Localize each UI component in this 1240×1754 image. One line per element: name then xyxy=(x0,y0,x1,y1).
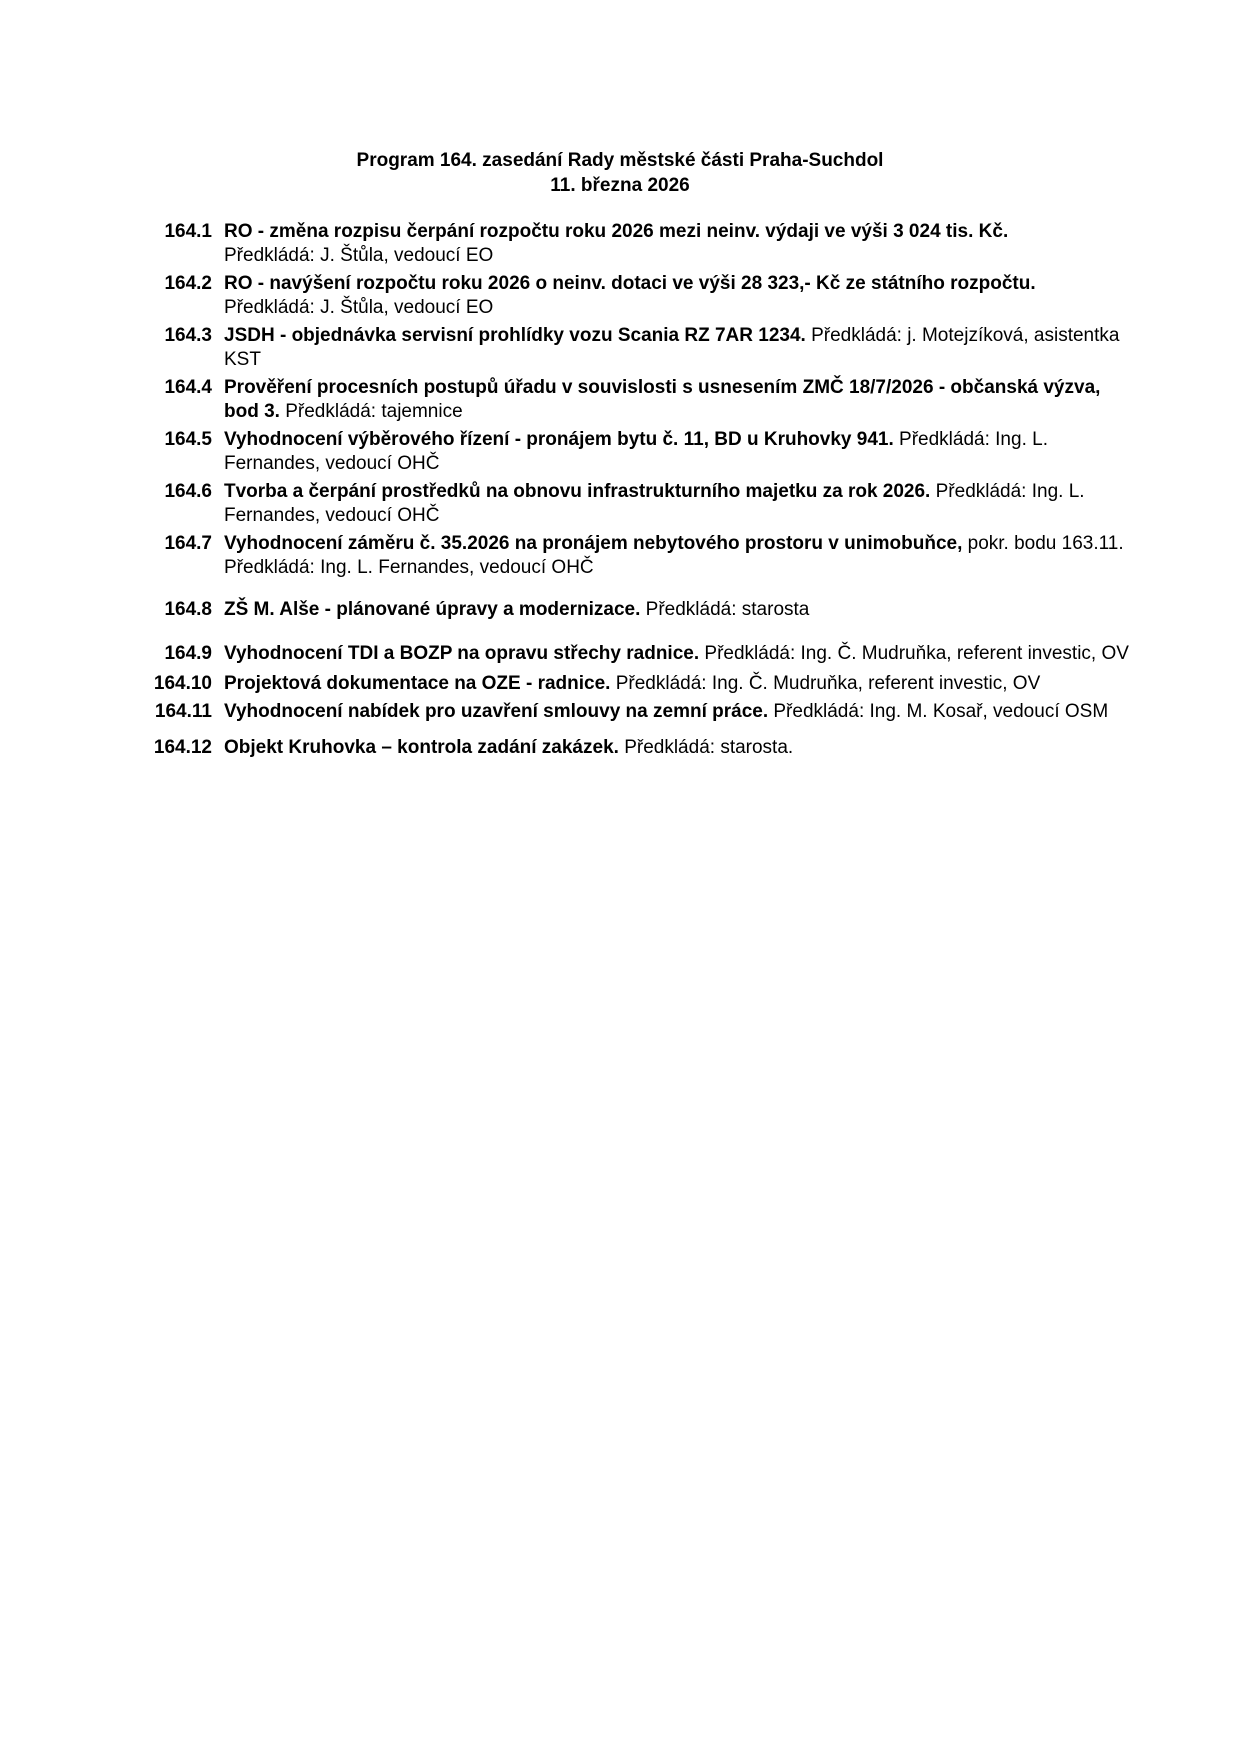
item-title-separator: . xyxy=(762,701,769,722)
item-number: 164.3 xyxy=(164,325,212,346)
item-presenter: Předkládá: Ing. Č. Mudruňka, referent investic, OV xyxy=(699,643,1129,664)
item-title: Vyhodnocení TDI a BOZP na opravu střechy radnice xyxy=(224,643,694,664)
item-title: RO - změna rozpisu čerpání rozpočtu roku 2026 mezi neinv. výdaji ve výši 3 024 tis. Kč xyxy=(224,221,1003,242)
item-title-separator: . xyxy=(635,599,641,620)
item-body xyxy=(224,700,1138,724)
item-body xyxy=(224,480,1138,528)
item-body xyxy=(224,598,1138,622)
item-title-separator: . xyxy=(693,643,700,664)
item-number: 164.5 xyxy=(164,429,212,450)
item-presenter: Předkládá: Ing. L. Fernandes, vedoucí OHČ xyxy=(224,429,1048,474)
agenda-item-164-1 xyxy=(148,220,1138,268)
item-presenter: Předkládá: Ing. L. Fernandes, vedoucí OHČ xyxy=(224,481,1085,526)
item-title: JSDH - objednávka servisní prohlídky vozu Scania RZ 7AR 1234 xyxy=(224,325,801,346)
item-title-separator: . xyxy=(1002,221,1009,242)
item-number: 164.8 xyxy=(164,599,212,620)
item-presenter: Předkládá: j. Motejzíková, asistentka KST xyxy=(224,325,1120,370)
agenda-item-164-9 xyxy=(148,642,1138,666)
item-title-separator: . xyxy=(274,401,280,422)
agenda-item-164-6 xyxy=(148,480,1138,528)
agenda-item-164-11 xyxy=(148,700,1138,724)
item-body xyxy=(224,642,1138,666)
agenda-item-164-12 xyxy=(148,736,1138,760)
item-title: Vyhodnocení nabídek pro uzavření smlouvy na zemní práce xyxy=(224,701,763,722)
agenda-item-164-8 xyxy=(148,598,1138,622)
item-number: 164.6 xyxy=(164,481,212,502)
agenda-item-164-5 xyxy=(148,428,1138,476)
item-body xyxy=(224,428,1138,476)
document-title: Program 164. zasedání Rady městské části Praha-Suchdol xyxy=(356,150,884,171)
item-number: 164.10 xyxy=(153,673,212,694)
item-presenter: Předkládá: starosta. xyxy=(618,737,794,758)
item-number: 164.4 xyxy=(164,377,212,398)
item-body xyxy=(224,672,1138,696)
meeting-date: 11. března 2026 xyxy=(550,175,690,196)
item-title: Vyhodnocení záměru č. 35.2026 na pronájem nebytového prostoru v unimobuňce, xyxy=(224,533,963,554)
item-presenter: Předkládá: Ing. Č. Mudruňka, referent investic, OV xyxy=(610,673,1041,694)
item-presenter: Předkládá: J. Štůla, vedoucí EO xyxy=(224,245,494,266)
item-title-separator: . xyxy=(605,673,611,694)
item-number: 164.12 xyxy=(153,737,212,758)
item-title-separator: . xyxy=(800,325,806,346)
item-number: 164.1 xyxy=(164,221,212,242)
item-number: 164.7 xyxy=(164,533,212,554)
item-number: 164.11 xyxy=(154,701,212,722)
item-body xyxy=(224,376,1138,424)
item-body xyxy=(224,532,1138,580)
agenda-item-164-7 xyxy=(148,532,1138,580)
agenda-item-164-10 xyxy=(148,672,1138,696)
item-title: Vyhodnocení výběrového řízení - pronájem bytu č. 11, BD u Kruhovky 941 xyxy=(224,429,889,450)
item-body xyxy=(224,324,1138,372)
item-title: RO - navýšení rozpočtu roku 2026 o neinv. dotaci ve výši 28 323,- Kč ze státního rozpočtu. xyxy=(224,273,1036,294)
item-body xyxy=(224,220,1138,268)
agenda-item-164-4 xyxy=(148,376,1138,424)
item-presenter: Předkládá: Ing. M. Kosař, vedoucí OSM xyxy=(768,701,1109,722)
item-number: 164.2 xyxy=(164,273,212,294)
agenda-list xyxy=(148,220,1138,760)
document-header xyxy=(0,148,1240,198)
item-title: Prověření procesních postupů úřadu v souvislosti s usnesením ZMČ 18/7/2026 - občanská výzva, bod 3 xyxy=(224,377,1101,422)
item-title: Tvorba a čerpání prostředků na obnovu infrastrukturního majetku za rok 2026. xyxy=(224,481,931,502)
item-body xyxy=(224,736,1138,760)
item-title: ZŠ M. Alše - plánované úpravy a modernizace xyxy=(224,599,636,620)
item-title-separator: . xyxy=(888,429,894,450)
item-number: 164.9 xyxy=(164,643,212,664)
item-presenter: pokr. bodu 163.11. Předkládá: Ing. L. Fernandes, vedoucí OHČ xyxy=(224,533,1124,578)
item-presenter: Předkládá: tajemnice xyxy=(279,401,463,422)
item-title: Objekt Kruhovka – kontrola zadání zakázek. xyxy=(224,737,619,758)
agenda-item-164-3 xyxy=(148,324,1138,372)
item-title: Projektová dokumentace na OZE - radnice xyxy=(224,673,606,694)
item-body xyxy=(224,272,1138,320)
agenda-item-164-2 xyxy=(148,272,1138,320)
item-presenter: Předkládá: J. Štůla, vedoucí EO xyxy=(224,297,494,318)
item-presenter: Předkládá: starosta xyxy=(640,599,810,620)
